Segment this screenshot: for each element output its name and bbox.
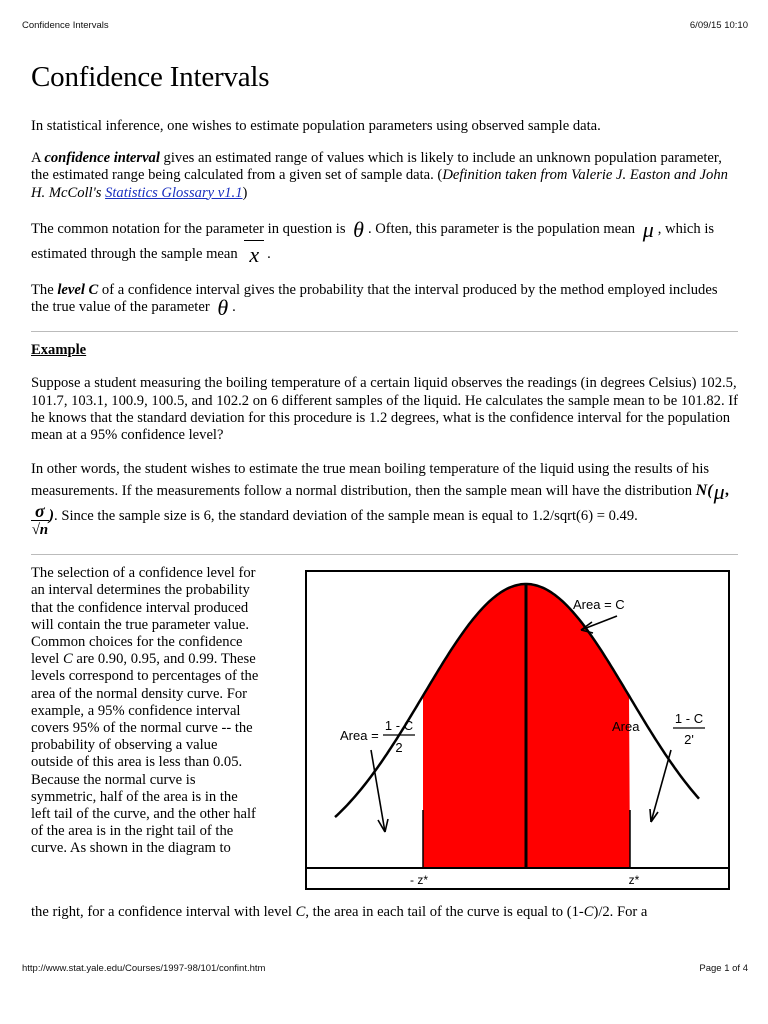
print-header xyxy=(22,20,748,31)
level-text-b: of a confidence interval gives the probability that the interval produced by the method employed includes the true value of the parameter xyxy=(31,281,718,316)
page-content xyxy=(31,58,738,921)
right-frac-num: 1 - C xyxy=(674,711,704,727)
print-footer-url: http://www.stat.yale.edu/Courses/1997-98/101/confint.htm xyxy=(22,963,266,974)
side-text-c: C xyxy=(63,651,73,668)
normal-curve-diagram xyxy=(305,570,730,890)
right-frac-den: 2' xyxy=(684,732,694,748)
cont-text-c: C xyxy=(295,904,306,921)
dist-mu: μ xyxy=(713,479,725,505)
confidence-interval-term: confidence interval xyxy=(44,150,160,167)
confidence-level-section xyxy=(31,565,738,921)
center-area-label: Area = C xyxy=(573,597,625,613)
distribution-text-a: In other words, the student wishes to estimate the true mean boiling temperature of the liquid using the results of his measurements. If the measurements follow a normal distribution, then the sample mean will have the distribution xyxy=(31,461,710,500)
intro-paragraph xyxy=(31,118,738,135)
statistics-glossary-link[interactable] xyxy=(105,185,242,201)
cont-text-a: the right, for a confidence interval with level xyxy=(31,904,296,921)
definition-source: Definition taken from Valerie J. Easton and John H. McColl's xyxy=(31,167,728,201)
cont-text-c2: C xyxy=(583,904,594,921)
confidence-level-continuation xyxy=(31,904,741,921)
level-text-a: The xyxy=(31,281,58,298)
side-text-a: The selection of a confidence level for an interval determines the probability that the confidence interval produced will contain the true parameter value. Common choices for the confidence level xyxy=(31,565,256,668)
negative-z-label: - z* xyxy=(410,873,428,888)
frac-sigma: σ xyxy=(31,502,49,521)
definition-text-a: A xyxy=(31,150,45,167)
level-c-term: level C xyxy=(57,281,99,298)
page-title: Confidence Intervals xyxy=(31,61,270,93)
distribution-text-b: . Since the sample size is 6, the standard deviation of the sample mean is equal to 1.2/sqrt(6) = 0.49. xyxy=(54,508,638,525)
left-frac-num: 1 - C xyxy=(384,718,414,734)
x-bar-symbol: x xyxy=(241,242,267,267)
notation-text-d: . xyxy=(267,245,271,262)
notation-text-a: The common notation for the parameter in question is xyxy=(31,220,350,237)
left-area-label: Area = xyxy=(340,728,379,744)
example-heading: Example xyxy=(31,342,87,359)
positive-z-label: z* xyxy=(628,873,640,888)
notation-paragraph xyxy=(31,217,738,267)
section-divider xyxy=(31,331,738,332)
side-text-b: are 0.90, 0.95, and 0.99. These levels correspond to percentages of the area of the normal density curve. For example, a 95% confidence interval covers 95% of the normal curve -- the probability of observing a value outside of this area is less than 0.05. Because the normal curve is symmetric, half of the area is in the left tail of the curve, and the other half of the area is in the right tail of the curve. As shown in the diagram to xyxy=(31,651,259,857)
cont-text-c3: )/2. For a xyxy=(593,904,648,921)
print-footer xyxy=(22,963,748,974)
section-divider-2 xyxy=(31,554,738,555)
left-frac-den: 2 xyxy=(395,740,403,756)
dist-comma: , xyxy=(725,482,730,500)
statistics-glossary-link-text: Statistics Glossary v1.1 xyxy=(105,184,243,201)
frac-sqrt-n: √n xyxy=(31,522,49,539)
example-text: Suppose a student measuring the boiling temperature of a certain liquid observes the readings (in degrees Celsius) 102.5, 101.7, 103.1, 100.9, 100.5, and 102.2 on 6 different samples of the liquid. He calculates the sample mean to be 101.82. If he knows that the standard deviation for this procedure is 1.2 degrees, what is the confidence interval for the population mean at a 95% confidence level? xyxy=(31,375,738,444)
print-header-title: Confidence Intervals xyxy=(22,20,109,31)
level-text-c: . xyxy=(232,299,236,316)
dist-n: N( xyxy=(695,482,713,500)
confidence-level-text xyxy=(31,565,259,857)
sigma-over-sqrt-n xyxy=(31,502,49,539)
definition-paragraph xyxy=(31,150,738,202)
print-header-date: 6/09/15 10:10 xyxy=(689,20,748,31)
mu-symbol: μ xyxy=(642,216,654,242)
definition-text-c: ) xyxy=(242,184,248,201)
intro-text: In statistical inference, one wishes to estimate population parameters using observed sample data. xyxy=(31,118,601,134)
example-paragraph xyxy=(31,375,738,444)
distribution-paragraph xyxy=(31,459,738,539)
dist-close: ) xyxy=(48,507,55,525)
theta-symbol-2: θ xyxy=(217,295,229,321)
theta-symbol: θ xyxy=(353,216,364,242)
print-footer-page: Page 1 of 4 xyxy=(699,963,748,974)
notation-text-c: , which is estimated through the sample mean xyxy=(31,220,715,262)
right-area-label: Area xyxy=(612,719,640,735)
definition-text-b: gives an estimated range of values which is likely to include an unknown population parameter, the estimated range being calculated from a given set of sample data. ( xyxy=(31,150,722,184)
cont-text-b: , the area in each tail of the curve is equal to (1- xyxy=(305,904,584,921)
notation-text-b: . Often, this parameter is the population mean xyxy=(367,220,639,237)
level-c-paragraph xyxy=(31,281,738,321)
